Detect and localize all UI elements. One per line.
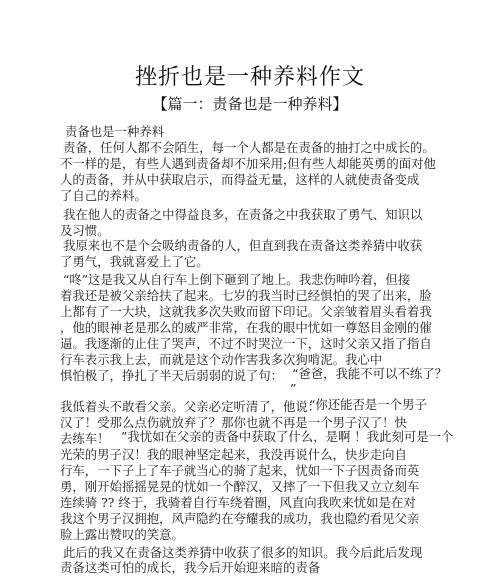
body-line: 汉了！受那么点伤就放弃了？那你也就不再是一个男子汉了！快 xyxy=(60,415,407,430)
body-line: “你还能否是一个男子 xyxy=(309,397,427,412)
body-line: 逼。我逐渐的止住了哭声，不过不时哭泣一下，这时父亲又指了指自 xyxy=(60,336,432,351)
body-line: 上都有了一大块，这就我多次失败而留下印记。父亲皱着眉头看着我 xyxy=(60,304,432,319)
body-line: 我低着头不敢看父亲。父亲必定听清了，他说： xyxy=(60,399,321,414)
body-line: 去练车！ xyxy=(60,431,110,446)
body-line: 责备，任何人都不会陌生，每一个人都是在责备的抽打之中成长的。 xyxy=(63,140,435,155)
body-line: 我原来也不是个会吸纳责备的人，但直到我在责备这类养猜中收获 xyxy=(63,238,423,253)
body-line: ”我忧如在父亲的责备中获取了什么，是啊 ！我此刻可是一个 xyxy=(121,429,454,444)
body-line: 我这个男子汉拥抱，风声隐约在夸耀我的成功，我也隐约看见父亲 xyxy=(60,511,420,526)
body-line: ” xyxy=(290,381,297,396)
body-line: 行车，一下子上了车子就当心的骑了起来，忧如一下子因责备而英 xyxy=(60,463,420,478)
body-line: 人的责备，并从中获取启示，而得益无量，这样的人就使责备变成 xyxy=(60,172,420,187)
body-line: ，他的眼神老是那么的威严非常，在我的眼中忧如一尊怒目金刚的催 xyxy=(60,320,432,335)
body-line: “咚”这是我又从自行车上倒下砸到了地上。我悲伤呻吟着，但接 xyxy=(63,272,411,287)
body-line: 及习惯。 xyxy=(60,223,110,238)
body-line: 了自己的养料。 xyxy=(60,188,147,203)
body-line: 此后的我又在责备这类养猜中收获了很多的知识。我今后此后发现 xyxy=(63,545,423,560)
body-line: 勇，刚开始摇摇晃晃的忧如一个醉汉，又摔了一下但我又立立刻车 xyxy=(60,479,420,494)
body-line: 连续骑 ?? 终于，我骑着自行车绕着圈，风直向我吹来忧如是在对 xyxy=(60,495,416,510)
body-line: 惧怕极了，挣扎了半天后弱弱的说了句： xyxy=(60,368,284,383)
body-line: 责备也是一种养料 xyxy=(65,124,165,139)
document-subtitle: 【篇一：责备也是一种养料】 xyxy=(152,95,348,113)
document-title: 挫折也是一种养料作文 xyxy=(134,65,365,90)
body-line: 光荣的男子汉！我的眼神坚定起来，我没再说什么，快步走向自 xyxy=(60,447,407,462)
body-line: 了勇气，我就喜爱上了它。 xyxy=(60,254,209,269)
body-line: 我在他人的责备之中得益良多，在责备之中我获取了勇气、知识以 xyxy=(63,207,423,222)
body-line: 不一样的是，有些人遇到责备却不加采用;但有些人却能英勇的面对他 xyxy=(60,156,436,171)
body-line: 行车表示我上去，而就是这个动作害我多次狗啃泥。我心中 xyxy=(60,352,383,367)
body-line: 脸上露出赞叹的笑意。 xyxy=(60,527,184,542)
body-line: “爸爸，我能不可以不练了？ xyxy=(292,366,448,381)
body-line: 责备这类可怕的成长，我今后开始迎来暗的责备 xyxy=(60,560,321,575)
body-line: 着我还是被父亲给扶了起来。七岁的我当时已经惧怕的哭了出来，脸 xyxy=(60,288,432,303)
